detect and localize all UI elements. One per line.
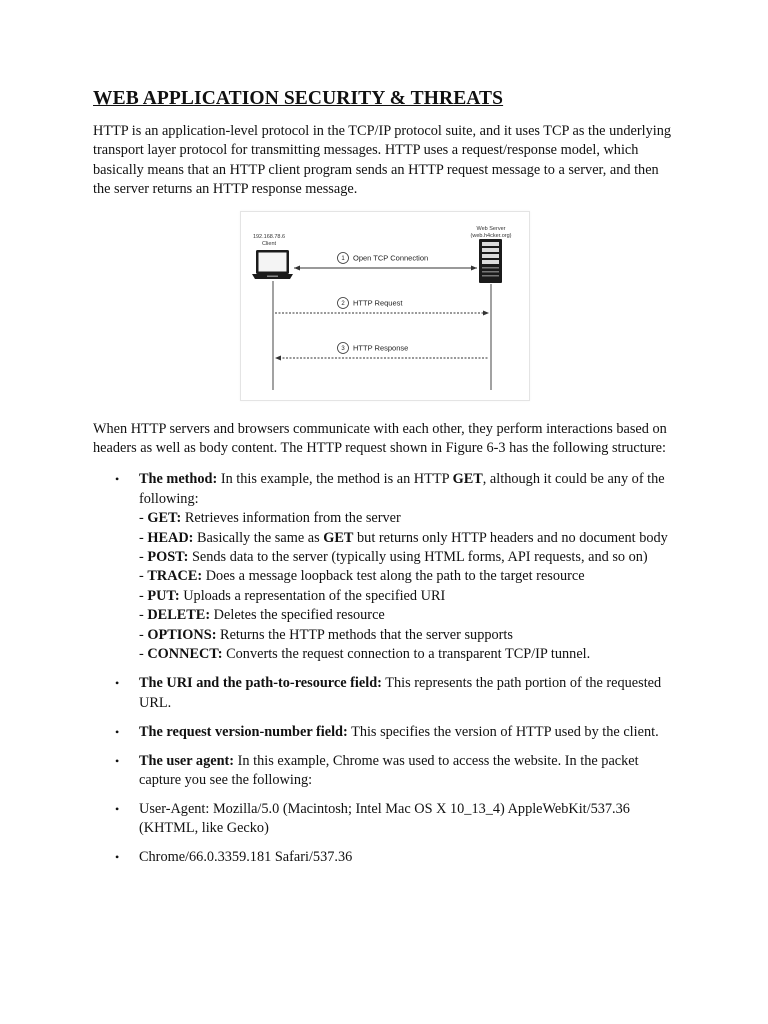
client-ip-label: 192.168.78.6 [252, 233, 286, 240]
list-item-user-agent-string: • User-Agent: Mozilla/5.0 (Macintosh; Intel Mac OS X 10_13_4) AppleWebKit/537.36 (KHTML, like Gecko) [115, 800, 630, 837]
list-item-uri: • The URI and the path-to-resource field: This represents the path portion of the requested URL. [115, 675, 662, 711]
method-delete: - DELETE: Deletes the specified resource [139, 607, 385, 624]
method-trace: - TRACE: Does a message loopback test along the path to the target resource [139, 568, 585, 585]
bullet-icon: • [115, 724, 120, 739]
bullet-icon: • [115, 850, 120, 865]
figure-container [93, 211, 677, 401]
step-3-label: HTTP Response [353, 343, 409, 353]
step-3-http-response [275, 342, 489, 360]
method-head: - HEAD: Basically the same as GET but returns only HTTP headers and no document body [139, 529, 668, 546]
bullet-icon: • [115, 753, 120, 768]
method-options: - OPTIONS: Returns the HTTP methods that the server supports [139, 626, 513, 643]
http-sequence-figure [240, 211, 530, 401]
client-label: Client [261, 240, 277, 247]
step-2-http-request [275, 297, 489, 315]
server-tower-icon [479, 239, 502, 283]
request-structure-list [93, 470, 677, 867]
bullet-icon: • [115, 676, 120, 691]
list-item-user-agent: • The user agent: In this example, Chrome was used to access the website. In the packet capture you see the following: [115, 752, 639, 788]
bullet-icon: • [115, 801, 120, 816]
step-2-number: 2 [341, 300, 345, 307]
server-host-label: (web.h4cker.org) [470, 232, 512, 239]
http-sequence-diagram [241, 212, 529, 400]
step-1-open-tcp [294, 252, 477, 270]
method-put: - PUT: Uploads a representation of the specified URI [139, 587, 446, 604]
method-get: - GET: Retrieves information from the server [139, 510, 401, 527]
structure-paragraph: When HTTP servers and browsers communicate with each other, they perform interactions based on headers as well as body content. The HTTP request shown in Figure 6-3 has the following structure: [93, 420, 667, 457]
list-item-version: • The request version-number field: This specifies the version of HTTP used by the client. [93, 723, 677, 742]
method-post: - POST: Sends data to the server (typically using HTML forms, API requests, and so on) [139, 549, 648, 566]
laptop-icon [252, 250, 293, 279]
method-connect: - CONNECT: Converts the request connection to a transparent TCP/IP tunnel. [139, 646, 591, 663]
intro-paragraph: HTTP is an application-level protocol in the TCP/IP protocol suite, and it uses TCP as the underlying transport layer protocol for transmitting messages. HTTP uses a request/response model, which basically means that an HTTP client program sends an HTTP request message to a server, and then the server returns an HTTP response message. [93, 123, 672, 198]
page-title: WEB APPLICATION SECURITY & THREATS [93, 88, 504, 109]
step-3-number: 3 [341, 345, 345, 352]
bullet-icon: • [115, 472, 120, 487]
step-1-number: 1 [341, 255, 345, 262]
list-item-method: • The method: In this example, the method is an HTTP GET, although it could be any of the following: - GET: Retrieves information from the server - HEAD: Basically the same as GET but returns only HTTP headers and no document body - POST: Sends data to the server (typically using HTML forms, API requests, and so on) - TRACE: Does a message loopback test along the path to the target resource - PUT: Uploads a representation of the specified URI - DELETE: Deletes the specified resource - OPTIONS: Returns the HTTP methods that the server supports - CONNECT: Converts the request connection to a transparent TCP/IP tunnel. [93, 470, 677, 664]
list-item-chrome-version: • Chrome/66.0.3359.181 Safari/537.36 [93, 848, 677, 867]
step-1-label: Open TCP Connection [353, 253, 429, 263]
server-label: Web Server [476, 225, 506, 232]
document-content [93, 88, 677, 877]
step-2-label: HTTP Request [353, 298, 403, 308]
